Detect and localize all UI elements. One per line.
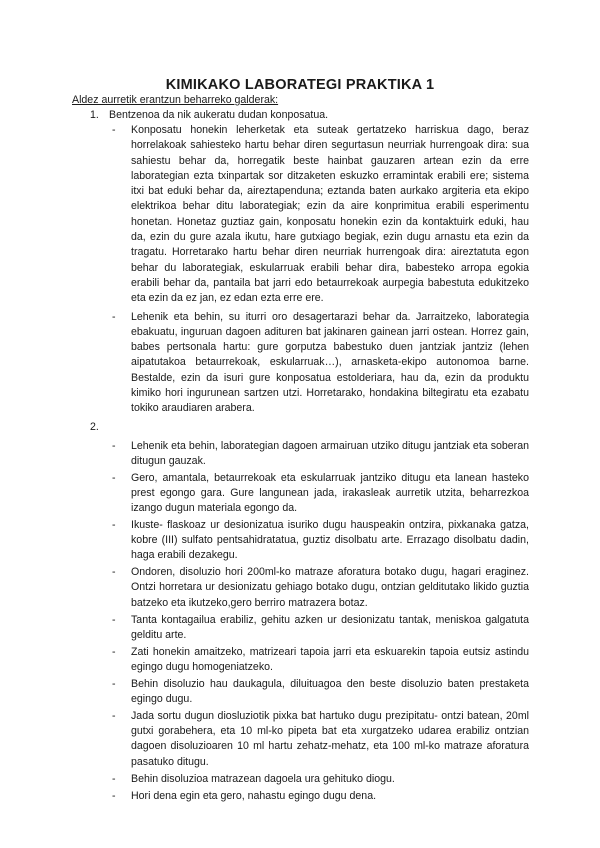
dash-bullet: - [112,471,116,484]
list-item-text: Zati honekin amaitzeko, matrizeari tapoia jarri eta eskuarekin tapoia eutsiz astindu egingo dugu homogeniatzeko. [131,645,529,673]
section-subtitle: Aldez aurretik erantzun beharreko galderak: [72,94,279,106]
dash-bullet: - [112,310,116,323]
list-item [112,310,529,417]
list-item-text: Hori dena egin eta gero, nahastu egingo dugu dena. [131,789,377,802]
page-title: KIMIKAKO LABORATEGI PRAKTIKA 1 [165,77,435,93]
question-number: 1. [90,109,99,121]
list-item-text: Lehenik eta behin, laborategian dagoen armairuan utziko ditugu jantziak eta soberan ditugun gauzak. [131,439,529,467]
dash-bullet: - [112,519,116,532]
answer-list [0,123,600,417]
list-item-text: Gero, amantala, betaurrekoak eta eskularruak jantziko ditugu eta lanean hasteko prest egongo gara. Gure langunean jada, irakasleak aurretik utzita, beharrezkoa izango dugun materiala egongo da. [131,471,529,515]
question-heading [0,108,600,123]
list-item-text: Jada sortu dugun diosluziotik pixka bat hartuko dugu prezipitatu- ontzi batean, 20ml gutxi gorabehera, eta 10 ml-ko pipeta bat eta xurgatzeko udarea erabiliz ontzian dagoen disoluzioaren 10 ml hartu zehatz-mehatz, eta 100 ml-ko matraze aforatura pasatuko ditugu. [131,710,529,768]
dash-bullet: - [112,613,116,626]
list-item [112,645,529,675]
list-item [112,565,529,610]
question-heading [0,420,600,435]
dash-bullet: - [112,710,116,723]
list-item [112,677,529,707]
dash-bullet: - [112,566,116,579]
list-item [112,471,529,516]
answer-list [0,439,600,804]
dash-bullet: - [112,124,116,136]
list-item-text: Tanta kontagailua erabiliz, gehitu azken ur desionizatu tantak, meniskoa galgatuta gelditu arte. [131,613,529,641]
list-item [112,709,529,769]
dash-bullet: - [112,439,116,452]
list-item [112,518,529,563]
list-item-text: Behin disoluzioa matrazean dagoela ura gehituko diogu. [131,772,395,785]
list-item [112,439,529,469]
list-item [112,789,529,804]
list-item [112,772,529,787]
dash-bullet: - [112,789,116,802]
dash-bullet: - [112,772,116,785]
list-item [112,123,529,307]
list-item [112,613,529,643]
dash-bullet: - [112,645,116,658]
list-item-text: Ondoren, disoluzio hori 200ml-ko matraze aforatura botako dugu, hagari eraginez. Ontzi horretara ur desionizatu gehiago botako dugu, ontzian gelditutako likido guztia batzeko eta ikutzeko,gero berriro matrazera botaz. [131,566,529,609]
list-item-text: Ikuste- flaskoaz ur desionizatua isuriko dugu hauspeakin ontzira, pixkanaka gatza, kobre (III) sulfato pentsahidratatua, guztiz disolbatu arte. Errazago disolbatu dadin, haga erabili dezakegu. [131,519,529,562]
list-item-text: Lehenik eta behin, su iturri oro desagertarazi behar da. Jarraitzeko, laborategia ebakuatu, inguruan dagoen adituren bat jakinaren gainean jarri ostean. Horrez gain, babes pertsonala hartu: gure gorputza babestuko duen jantziak jantziz (lehen aipatutakoa betaurrekoak, eskularruak…), arnasketa-ekipo autonomoa barne. Bestalde, ezin da isuri gure konposatua estolderiara, hau da, ezin da produktu kimiko hori ingurunean sartzen utzi. Horretarako, hondakina biltegiratu eta ezabatu tokiko araudiaren arabera. [131,310,529,415]
question-text: Bentzenoa da nik aukeratu dudan konposatua. [109,109,329,121]
question-number: 2. [90,420,99,433]
questions-list [0,108,600,806]
list-item-text: Behin disoluzio hau daukagula, diluituagoa den beste disoluzio baten prestaketa egingo dugu. [131,678,529,706]
dash-bullet: - [112,678,116,691]
list-item-text: Konposatu honekin leherketak eta suteak gertatzeko harriskua dago, beraz horrelakoak sahiesteko hartu behar diren segurtasun neurriak hurrengoak dira: sua sahiestu behar da, horregatik beste hainbat gauzaren artean ezin da erre laborategian ezta txinpartak sor ditzaketen eskuzko erramintak erabili ere; sistema itxi bat eduki behar da, aireztapenduna; eztanda baten aurkako argiteria eta ekipo elektrikoa behar ditu laborategiak; ezin da aire konprimitua erabili esperimentu honetan. Honetaz guztiaz gain, konposatu honekin ezin da kontaktuirk eduki, hau da, ezin du gure azala ikutu, hare gutxiago begiak, ezin dugu arnastu eta ezin da tragatu. Horretarako hartu behar diren neurriak hurrengoak dira: aireztatuta egon behar du laborategiak, eskularruak erabili behar dira, babesteko arropa egokia erabili behar da, pantaila bat jarri edo betaurrekoak aurpegia babestuta edukitzeko eta ezin da ez jan, ez edan ezta erre ere. [131,124,529,305]
